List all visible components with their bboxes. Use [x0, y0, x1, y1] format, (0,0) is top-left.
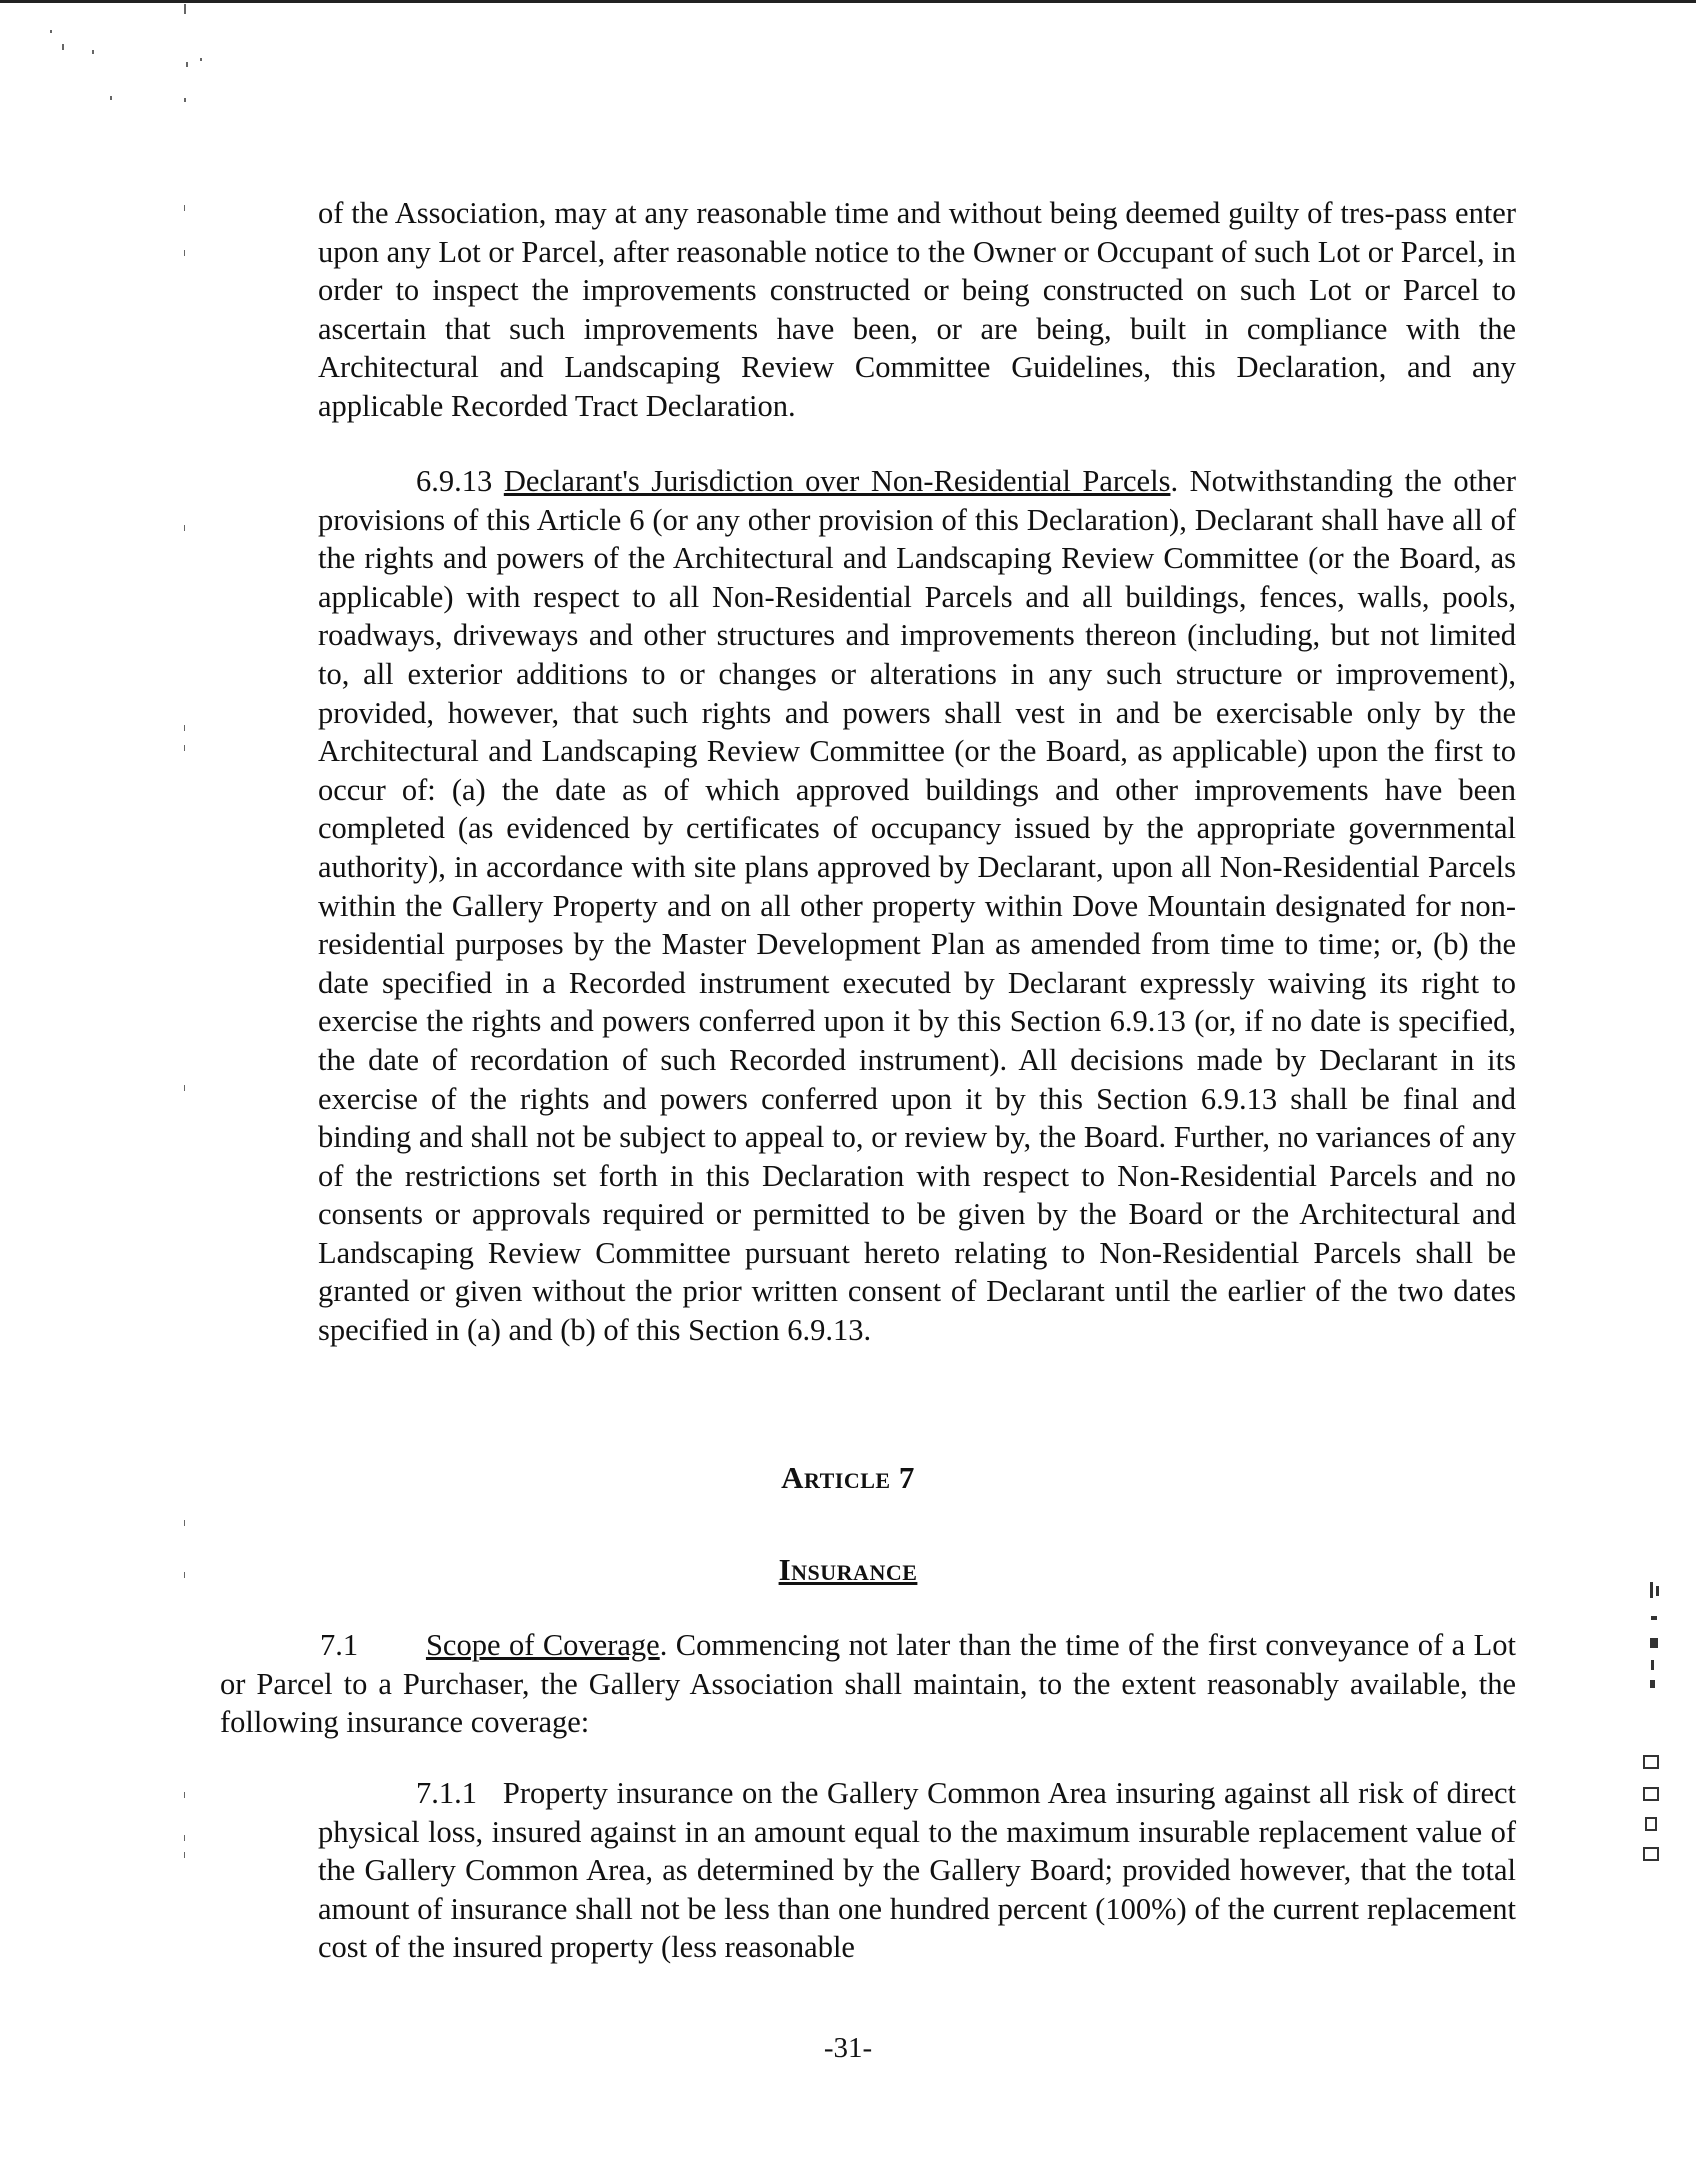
section-title: Scope of Coverage [425, 1628, 660, 1662]
scan-artifact [184, 1852, 185, 1858]
scan-artifact [184, 1835, 185, 1841]
section-number: 6.9.13 [416, 464, 493, 498]
recording-stamp [1638, 1560, 1668, 1920]
scan-artifact [186, 62, 188, 67]
scan-artifact [184, 98, 186, 102]
scan-artifact [50, 30, 52, 33]
scan-artifact [184, 1085, 185, 1091]
scan-artifact [184, 725, 185, 731]
section-7-1 [220, 1626, 1516, 1742]
scan-artifact [184, 1792, 185, 1798]
scan-artifact [92, 50, 94, 54]
scan-artifact [110, 96, 112, 100]
section-body: Property insurance on the Gallery Common Area insuring against all risk of direct physical loss, insured against in an amount equal to the maximum insurable replacement value of the Gallery Common Area, as determined by the Gallery Board; provided however, that the total amount of insurance shall not be less than one hundred percent (100%) of the current replacement cost of the insured property (less reasonable [318, 1776, 1517, 1965]
scan-artifact [184, 1520, 185, 1526]
section-7-1-1 [318, 1774, 1516, 1967]
article-title [0, 1552, 1696, 1588]
page-number: -31- [823, 2032, 873, 2064]
scan-artifact [184, 745, 185, 751]
section-body: . Commencing not later than the time of the first conveyance of a Lot or Parcel to a Purchaser, the Gallery Association shall maintain, to the extent reasonably available, the following insurance coverage: [220, 1628, 1517, 1740]
article-title-text: Insurance [778, 1552, 918, 1587]
scan-artifact [184, 525, 185, 531]
scan-artifact [184, 4, 186, 14]
scan-artifact [184, 250, 185, 256]
paragraph-continued: of the Association, may at any reasonable time and without being deemed guilty of tres-pass enter upon any Lot or Parcel, after reasonable notice to the Owner or Occupant of such Lot or Parcel, in order to inspect the improvements constructed or being constructed on such Lot or Parcel to ascertain that such improvements have been, or are being, built in compliance with the Architectural and Landscaping Review Committee Guidelines, this Declaration, and any applicable Recorded Tract Declaration. [318, 196, 1516, 423]
section-body: . Notwithstanding the other provisions of this Article 6 (or any other provision of this Declaration), Declarant shall have all of the rights and powers of the Architectural and Landscaping Review Committee (or the Board, as applicable) with respect to all Non-Residential Parcels and all buildings, fences, walls, pools, roadways, driveways and other structures and improvements thereon (including, but not limited to, all exterior additions to or changes or alterations in any such structure or improvement), provided, however, that such rights and powers shall vest in and be exercisable only by the Architectural and Landscaping Review Committee (or the Board, as applicable) upon the first to occur of: (a) the date as of which approved buildings and other improvements have been completed (as evidenced by certificates of occupancy issued by the appropriate governmental authority), in accordance with site plans approved by Declarant, upon all Non-Residential Parcels within the Gallery Property and on all other property within Dove Mountain designated for non-residential purposes by the Master Development Plan as amended from time to time; or, (b) the date specified in a Recorded instrument executed by Declarant expressly waiving its right to exercise the rights and powers conferred upon it by this Section 6.9.13 (or, if no date is specified, the date of recordation of such Recorded instrument). All decisions made by Declarant in its exercise of the rights and powers conferred upon it by this Section 6.9.13 shall be final and binding and shall not be subject to appeal to, or review by, the Board. Further, no variances of any of the restrictions set forth in this Declaration with respect to Non-Residential Parcels and no consents or approvals required or permitted to be given by the Board or the Architectural and Landscaping Review Committee pursuant hereto relating to Non-Residential Parcels shall be granted or given without the prior written consent of Declarant until the earlier of the two dates specified in (a) and (b) of this Section 6.9.13. [318, 464, 1516, 1348]
scan-artifact [184, 205, 185, 211]
article-heading: Article 7 [781, 1460, 915, 1495]
scan-artifact [200, 58, 202, 61]
section-number: 7.1 [320, 1628, 359, 1662]
section-title: Declarant's Jurisdiction over Non-Residential Parcels [503, 464, 1171, 498]
section-number: 7.1.1 [416, 1776, 477, 1810]
scan-top-border [0, 0, 1696, 3]
scan-artifact [62, 44, 64, 50]
section-6-9-13 [318, 462, 1516, 1350]
